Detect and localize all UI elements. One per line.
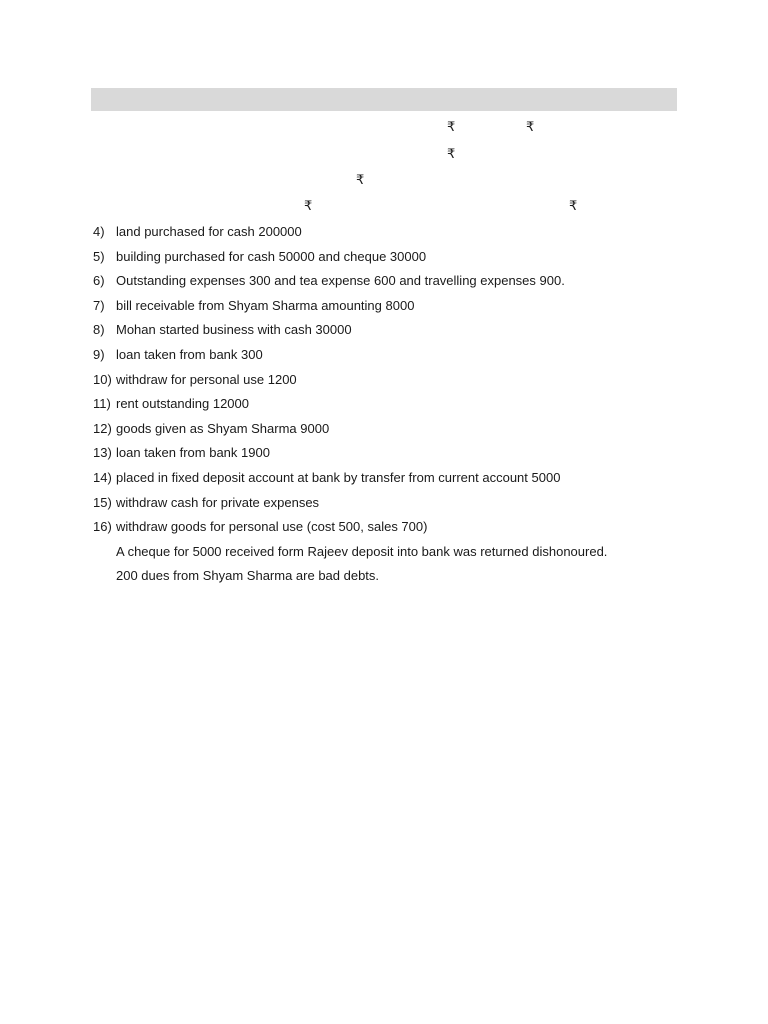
list-item: [93, 222, 693, 247]
list-item: [93, 296, 693, 321]
list-item: [93, 271, 693, 296]
list-item: [93, 468, 693, 493]
item-text: placed in fixed deposit account at bank by transfer from current account 5000: [116, 469, 561, 485]
rupee-symbol: ₹: [304, 199, 313, 214]
item-text: Outstanding expenses 300 and tea expense 600 and travelling expenses 900.: [116, 273, 565, 289]
item-number: 11): [93, 396, 111, 412]
item-text: Mohan started business with cash 30000: [116, 322, 352, 338]
item-text: bill receivable from Shyam Sharma amounting 8000: [116, 297, 415, 313]
item-text: goods given as Shyam Sharma 9000: [116, 420, 330, 436]
rupee-symbol: ₹: [526, 120, 535, 135]
item-text: building purchased for cash 50000 and cheque 30000: [116, 248, 427, 264]
item-text: withdraw cash for private expenses: [116, 494, 320, 510]
list-item: [93, 517, 693, 542]
header-bar: [91, 88, 677, 111]
list-item: [93, 443, 693, 468]
item-number: 7): [93, 297, 105, 313]
item-number: 15): [93, 494, 112, 510]
item-number: 12): [93, 420, 112, 436]
list-item: [93, 493, 693, 518]
item-number: 14): [93, 469, 112, 485]
item-text: loan taken from bank 300: [116, 346, 263, 362]
rupee-symbol: ₹: [447, 120, 456, 135]
item-text: rent outstanding 12000: [116, 396, 249, 412]
item-text: 200 dues from Shyam Sharma are bad debts.: [116, 568, 380, 584]
item-number: 8): [93, 322, 105, 338]
item-number: 4): [93, 224, 105, 239]
item-number: 9): [93, 346, 105, 362]
item-number: 10): [93, 371, 112, 387]
list-item: [93, 370, 693, 395]
item-text: loan taken from bank 1900: [116, 445, 270, 461]
item-text: A cheque for 5000 received form Rajeev deposit into bank was returned dishonoured.: [116, 543, 608, 559]
rupee-symbol: ₹: [447, 147, 456, 162]
list-item: [93, 542, 693, 567]
list-item: [93, 320, 693, 345]
list-item: [93, 345, 693, 370]
item-number: 16): [93, 519, 112, 535]
item-text: land purchased for cash 200000: [116, 224, 302, 239]
item-number: 5): [93, 248, 105, 264]
rupee-symbol: ₹: [569, 199, 578, 214]
list-item: [93, 394, 693, 419]
transaction-list: [93, 222, 693, 591]
item-text: withdraw goods for personal use (cost 500, sales 700): [116, 519, 428, 535]
item-number: 13): [93, 445, 112, 461]
rupee-symbol: ₹: [356, 173, 365, 188]
list-item: [93, 247, 693, 272]
item-number: 6): [93, 273, 105, 289]
list-item: [93, 419, 693, 444]
item-text: withdraw for personal use 1200: [116, 371, 297, 387]
list-item: [93, 566, 693, 591]
